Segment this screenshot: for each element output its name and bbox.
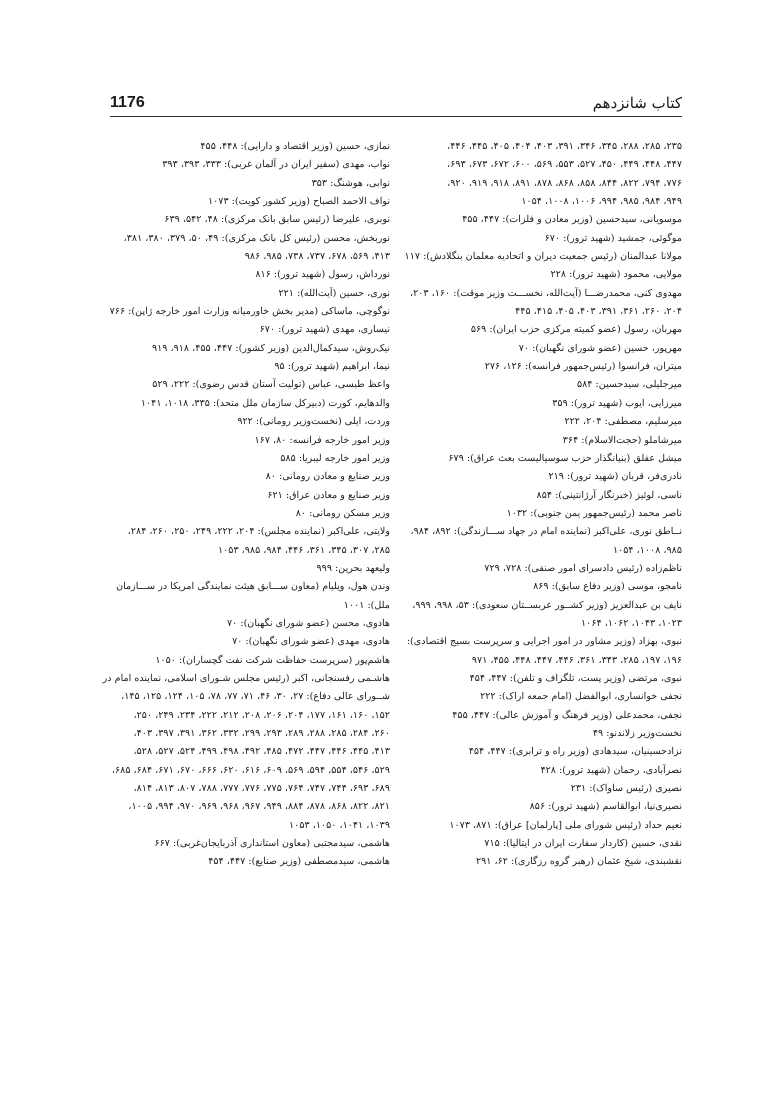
index-line: ۱۹۶، ۱۹۷، ۲۸۵، ۳۴۳، ۳۶۱، ۴۴۶، ۴۴۷، ۴۴۸، ۴۵۵، ۹۷۱ — [471, 654, 682, 666]
index-line: ناظم‌زاده (رئیس دادسرای امور صنفی): ۷۲۸، ۷۲۹ — [484, 562, 682, 574]
index-line: نوبری، علیرضا (رئیس سابق بانک مرکزی): ۴۸، ۵۴۲، ۶۳۹ — [164, 214, 390, 226]
index-line: نوربخش، محسن (رئیس کل بانک مرکزی): ۴۹، ۵۰، ۳۷۹، ۳۸۰، ۳۸۱، — [123, 232, 390, 244]
index-line: هادوی، مهدی (عضو شورای نگهبان): ۷۰ — [232, 636, 390, 648]
index-line: مولایی، محمود (شهید ترور): ۲۲۸ — [550, 269, 682, 281]
index-line: نیک‌روش، سیدکمال‌الدین (وزیر کشور): ۴۴۷، ۴۵۵، ۹۱۸، ۹۱۹ — [151, 342, 390, 354]
index-line: وزیر مسکن رومانی: ۸۰ — [295, 507, 390, 519]
index-line: نمازی، حسین (وزیر اقتصاد و دارایی): ۴۴۸، ۴۵۵ — [200, 141, 390, 152]
index-line: ناصر محمد (رئیس‌جمهور یمن جنوبی): ۱۰۳۲ — [506, 507, 682, 519]
index-line: نیما، ابراهیم (شهید ترور): ۹۵ — [274, 361, 390, 373]
index-line: میتران، فرانسوا (رئیس‌جمهور فرانسه): ۱۲۶، ۲۷۶ — [484, 361, 682, 373]
index-line: میرجلیلی، سیدحسین: ۵۸۴ — [576, 379, 682, 391]
index-line: والدهایم، کورت (دبیرکل سازمان ملل متحد): ۳۳۵، ۱۰۱۸، ۱۰۴۱ — [140, 397, 390, 409]
index-line: نصیری (رئیس ساواک): ۲۳۱ — [570, 783, 682, 795]
index-line: ۱۵۲، ۱۶۰، ۱۶۱، ۱۷۷، ۲۰۴، ۲۰۶، ۲۰۸، ۲۱۲، ۲۲۲، ۲۳۴، ۲۴۹، ۲۵۰، — [133, 709, 390, 721]
index-line: مهدوی کنی، محمدرضـــا (آیت‌الله، نخســـت وزیر موقت): ۱۶۰، ۲۰۳، — [410, 287, 682, 299]
index-column-left — [102, 138, 390, 872]
index-line: هاشمی، سیدمجتبی (معاون استانداری آذربایجان‌غربی): ۶۶۷ — [154, 838, 390, 850]
index-line: هاشمی، سیدمصطفی (وزیر صنایع): ۴۴۷، ۴۵۴ — [208, 856, 390, 868]
index-line: میشل عفلق (بنیانگذار حزب سوسیالیست بعث عراق): ۶۷۹ — [448, 452, 682, 464]
index-line: ۴۴۷، ۴۴۸، ۴۴۹، ۴۵۰، ۵۲۷، ۵۵۳، ۵۶۹، ۶۰۰، ۶۷۲، ۶۷۳، ۶۹۳، — [447, 159, 682, 171]
index-line: ۴۱۳، ۵۶۹، ۶۷۸، ۷۳۷، ۷۳۸، ۹۸۵، ۹۸۶ — [244, 251, 390, 263]
index-line: مهربان، رسول (عضو کمیته مرکزی حزب ایران): ۵۶۹ — [470, 324, 682, 336]
index-line: ۱۰۳۹، ۱۰۴۱، ۱۰۵۰، ۱۰۵۳ — [289, 819, 390, 831]
header-rule — [110, 116, 682, 117]
index-line: نامجو، موسی (وزیر دفاع سابق): ۸۶۹ — [533, 581, 682, 593]
index-line: نجفی خوانساری، ابوالفضل (امام جمعه اراک): ۲۲۲ — [480, 691, 682, 703]
index-line: نقشبندی، شیخ عثمان (رهبر گروه رزگاری): ۶۲، ۲۹۱ — [475, 856, 682, 868]
index-line: ۲۳۵، ۲۸۵، ۲۸۸، ۳۴۵، ۳۴۶، ۳۹۱، ۴۰۳، ۴۰۴، ۴۰۵، ۴۴۵، ۴۴۶، — [447, 141, 682, 152]
index-line: شــورای عالی دفاع): ۲۷، ۳۰، ۴۶، ۷۱، ۷۷، ۷۸، ۱۰۵، ۱۲۴، ۱۲۵، ۱۴۵، — [121, 691, 390, 703]
index-line: وندن هول، ویلیام (معاون ســـابق هیئت نمایندگی امریکا در ســـازمان — [116, 581, 390, 593]
index-line: واعظ طبسی، عباس (تولیت آستان قدس رضوی): ۲۲۲، ۵۲۹ — [152, 379, 390, 391]
page-number: 1176 — [110, 94, 145, 111]
index-line: نخست‌وزیر زلاندنو: ۴۹ — [592, 728, 682, 739]
index-column-right — [398, 138, 682, 872]
index-line: هاشم‌پور (سرپرست حفاظت شرکت نفت گچساران): ۱۰۵۰ — [155, 654, 390, 666]
page-header — [110, 92, 682, 122]
index-line: ۵۲۹، ۵۴۶، ۵۵۴، ۵۹۴، ۵۶۹، ۶۰۹، ۶۱۶، ۶۲۰، ۶۶۶، ۶۷۰، ۶۷۱، ۶۸۴، ۶۸۵، — [111, 764, 390, 776]
index-line: موسویانی، سیدحسین (وزیر معادن و فلزات): ۴۴۷، ۴۵۵ — [462, 214, 682, 226]
index-line: نبوی، بهزاد (وزیر مشاور در امور اجرایی و سرپرست بسیج اقتصادی): — [406, 636, 682, 648]
index-line: ناسی، لوئیز (خبرنگار آرژانتینی): ۸۵۴ — [536, 489, 682, 501]
index-line: نعیم حداد (رئیس شورای ملی [پارلمان] عراق): ۸۷۱، ۱۰۷۳ — [449, 819, 682, 831]
index-line: ۴۱۳، ۴۴۵، ۴۴۶، ۴۴۷، ۴۷۲، ۴۸۵، ۴۹۲، ۴۹۸، ۴۹۹، ۵۲۴، ۵۲۷، ۵۲۸، — [133, 746, 390, 758]
index-line: مولانا عبدالمنان (رئیس جمعیت دیران و اتحادیه معلمان بنگلادش): ۱۱۷ — [404, 251, 682, 263]
index-line: هاشـمی رفسنجانی، اکبر (رئیس مجلس شـورای اسلامی، نماینده امام در — [102, 672, 390, 684]
index-line: ۷۷۶، ۷۹۴، ۸۲۲، ۸۴۴، ۸۵۸، ۸۶۸، ۸۷۸، ۸۹۱، ۹۱۸، ۹۱۹، ۹۲۰، — [447, 177, 682, 189]
index-line: نورداش، رسول (شهید ترور): ۸۱۶ — [255, 269, 390, 281]
index-line: مهرپور، حسین (عضو شورای نگهبان): ۷۰ — [518, 342, 682, 354]
index-line: نصرآبادی، رحمان (شهید ترور): ۴۲۸ — [540, 764, 682, 776]
book-title: کتاب شانزدهم — [592, 94, 682, 112]
index-line: ۸۲۱، ۸۲۲، ۸۶۸، ۸۷۸، ۸۸۴، ۹۴۹، ۹۶۷، ۹۶۸، ۹۶۹، ۹۷۰، ۹۹۴، ۱۰۰۵، — [128, 801, 390, 813]
index-line: میرسلیم، مصطفی: ۲۰۴، ۲۲۲ — [564, 416, 682, 428]
index-line: نزادحسینیان، سیدهادی (وزیر راه و ترابری): ۴۴۷، ۴۵۴ — [468, 746, 682, 758]
index-line: نیساری، مهدی (شهید ترور): ۶۷۰ — [259, 324, 390, 336]
index-line: ۹۸۵، ۱۰۰۸، ۱۰۵۴ — [612, 544, 682, 556]
index-line: نوگوچی، ماساکی (مدیر بخش خاورمیانه وزارت امور خارجه ژاپن): ۷۶۶ — [109, 306, 390, 318]
index-line: نواب، مهدی (سفیر ایران در آلمان غربی): ۳۳۳، ۳۹۳، ۳۹۳ — [162, 159, 390, 171]
index-line: نبوی، مرتضی (وزیر پست، تلگراف و تلفن): ۴۴۷، ۴۵۴ — [469, 672, 682, 684]
index-line: نوری، حسین (آیت‌الله): ۲۲۱ — [278, 287, 390, 299]
index-line: وزیر صنایع و معادن رومانی: ۸۰ — [265, 471, 390, 483]
index-line: میرشاملو (حجت‌الاسلام): ۳۶۴ — [562, 434, 682, 446]
index-line: ۱۰۲۳، ۱۰۴۳، ۱۰۶۲، ۱۰۶۴ — [581, 617, 682, 629]
index-line: ۲۰۴، ۲۶۰، ۳۶۱، ۳۹۱، ۴۰۳، ۴۰۵، ۴۱۵، ۴۴۵ — [515, 306, 682, 318]
index-line: نایف بن عبدالعزیز (وزیر کشــور عربســتان سعودی): ۵۳، ۹۹۸، ۹۹۹، — [412, 599, 682, 611]
index-line: ولایتی، علی‌اکبر (نماینده مجلس): ۲۰۴، ۲۲۲، ۲۴۹، ۲۵۰، ۲۶۰، ۲۸۴، — [127, 526, 390, 538]
index-line: نوابی، هوشنگ: ۳۵۳ — [311, 177, 390, 189]
index-line: نصیری‌نیا، ابوالقاسم (شهید ترور): ۸۵۶ — [529, 801, 682, 813]
index-line: ملل): ۱۰۰۱ — [343, 599, 390, 611]
index-line: ۲۸۵، ۳۰۷، ۳۴۵، ۳۶۱، ۴۴۶، ۹۸۴، ۹۸۵، ۱۰۵۳ — [218, 544, 390, 556]
index-line: میرزایی، ایوب (شهید ترور): ۳۵۹ — [552, 397, 682, 409]
index-line: موگوئی، جمشید (شهید ترور): ۶۷۰ — [544, 232, 682, 244]
index-line: ۹۴۹، ۹۸۴، ۹۸۵، ۹۹۴، ۱۰۰۶، ۱۰۰۸، ۱۰۵۴ — [521, 196, 682, 208]
index-line: نواف الاحمد الصباح (وزیر کشور کویت): ۱۰۷۳ — [207, 196, 390, 208]
index-line: نــاطق نوری، علی‌اکبر (نماینده امام در جهاد ســـازندگی): ۸۹۲، ۹۸۴، — [410, 526, 682, 538]
index-line: ۶۸۹، ۶۹۳، ۷۴۴، ۷۴۷، ۷۶۴، ۷۷۵، ۷۷۶، ۷۷۷، ۷۸۸، ۸۰۷، ۸۱۳، ۸۱۴، — [133, 783, 390, 795]
index-line: وزیر صنایع و معادن عراق: ۶۲۱ — [267, 489, 390, 501]
index-line: نادری‌فر، قربان (شهید ترور): ۲۱۹ — [548, 471, 682, 483]
index-line: وردت، ایلی (نخست‌وزیر رومانی): ۹۲۲ — [237, 416, 390, 428]
index-line: وزیر امور خارجه لیبریا: ۵۸۵ — [280, 452, 390, 464]
index-line: وزیر امور خارجه فرانسه: ۸۰، ۱۶۷ — [254, 434, 390, 446]
index-line: ولیعهد بحرین: ۹۹۹ — [316, 562, 390, 574]
index-line: نقدی، حسین (کاردار سفارت ایران در ایتالیا): ۷۱۵ — [484, 838, 682, 850]
index-line: نجفی، محمدعلی (وزیر فرهنگ و آموزش عالی): ۴۴۷، ۴۵۵ — [452, 709, 682, 721]
index-line: هادوی، محسن (عضو شورای نگهبان): ۷۰ — [226, 617, 390, 629]
index-line: ۲۶۰، ۲۸۴، ۲۸۵، ۲۸۸، ۲۸۹، ۲۹۳، ۲۹۹، ۳۳۲، ۳۶۲، ۳۹۱، ۳۹۷، ۴۰۳، — [133, 728, 390, 739]
